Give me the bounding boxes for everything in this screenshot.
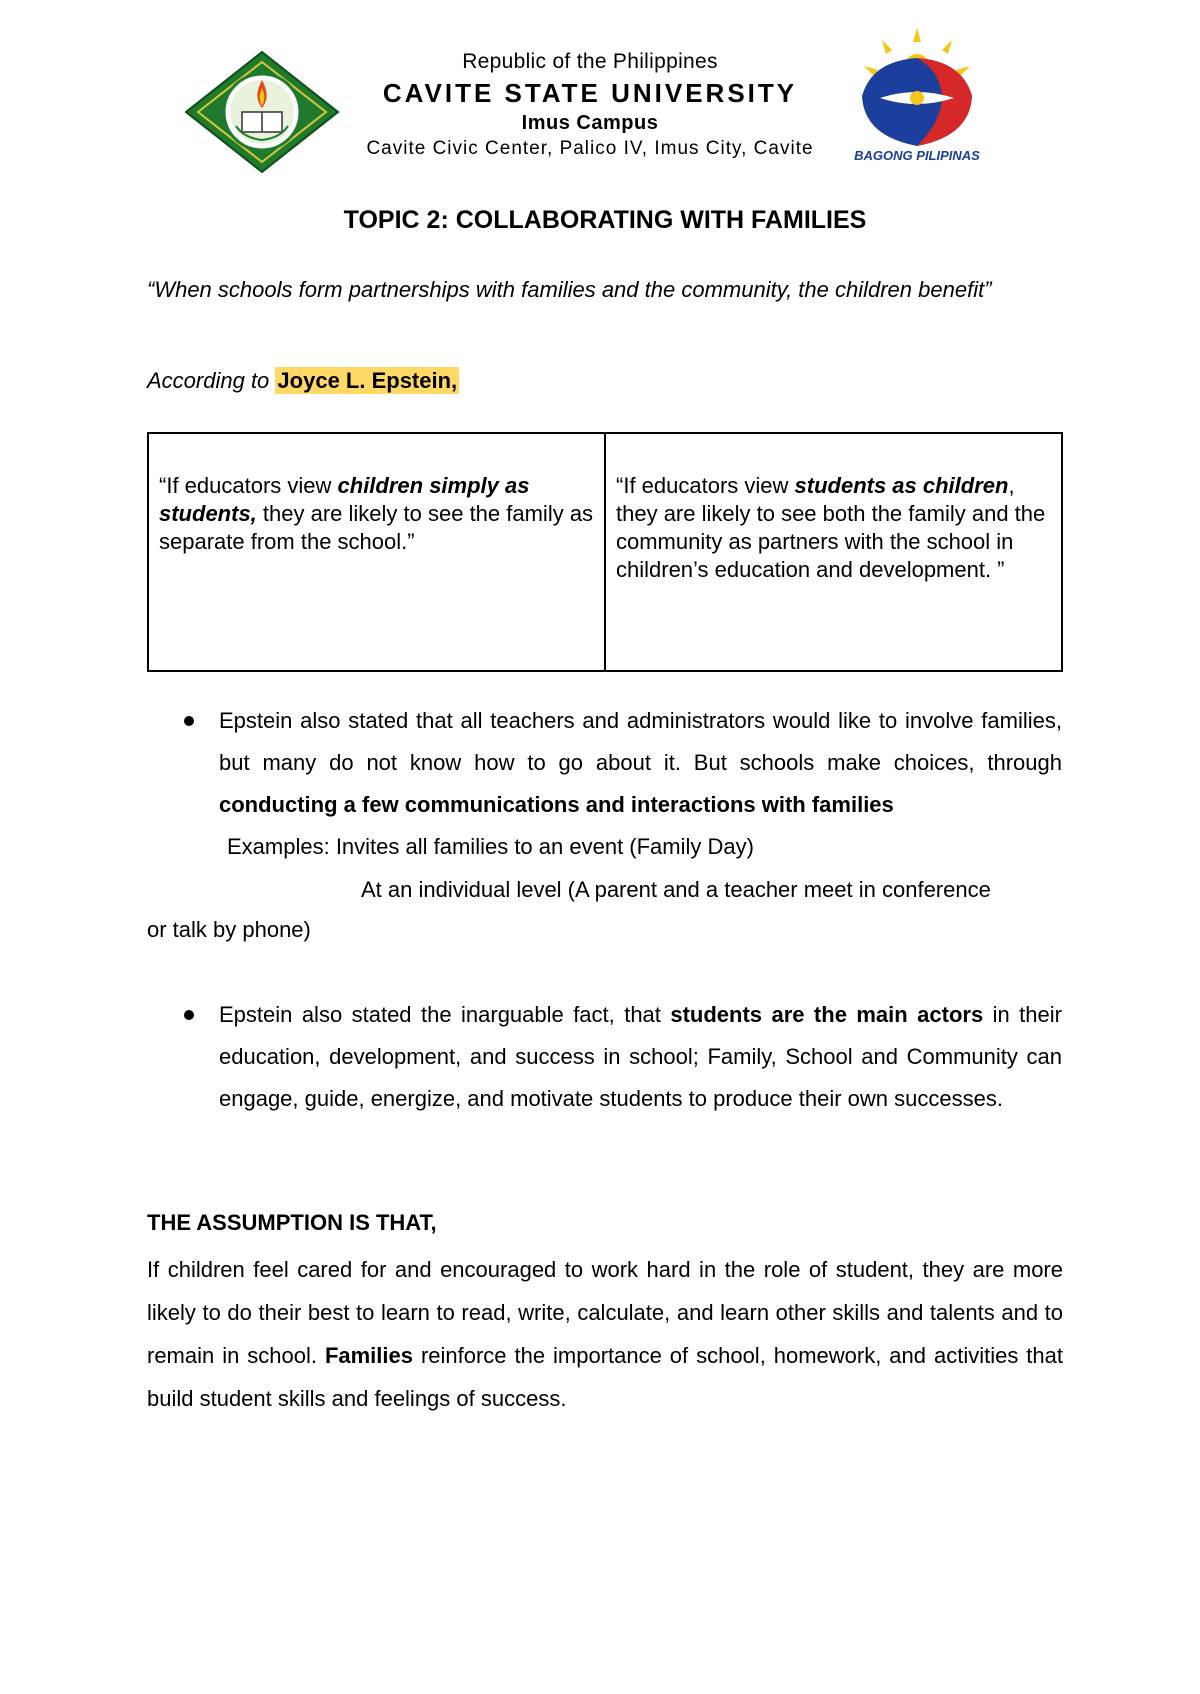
left-quote-start: “If educators view [159, 473, 338, 498]
campus-address: Cavite Civic Center, Palico IV, Imus City, Cavite [366, 138, 814, 159]
right-quote-start: “If educators view [616, 473, 795, 498]
bullet-paragraph-2 [219, 994, 1062, 1120]
assumption-heading: THE ASSUMPTION IS THAT, [147, 1210, 437, 1235]
bullet2-text-end: in their education, development, and success in school; Family, School and Community can engage, guide, energize, and motivate students to produce their own successes. [219, 1002, 1062, 1111]
bullet-dot [184, 1010, 194, 1020]
assumption-text-start: If children feel cared for and encouraged to work hard in the role of student, they are more likely to do their best to learn to read, write, calculate, and learn other skills and talents and to remain in school. [147, 1257, 1063, 1368]
university-seal-logo [184, 50, 340, 174]
bullet2-emphasis: students are the main actors [670, 1002, 984, 1027]
assumption-emphasis: Families [324, 1343, 413, 1368]
according-line [147, 368, 459, 394]
individual-level-continued: or talk by phone) [147, 917, 311, 942]
assumption-text-end: reinforce the importance of school, homework, and activities that build student skills and feelings of success. [147, 1343, 1063, 1411]
bullet-dot [184, 716, 194, 726]
left-quote-end: they are likely to see the family as separate from the school.” [159, 501, 594, 554]
comparison-left-cell [148, 433, 605, 671]
bullet1-text: Epstein also stated that all teachers and administrators would like to involve families, but many do not know how to go about it. But schools make choices, through [219, 708, 1062, 775]
author-name-highlight: Joyce L. Epstein, [277, 368, 458, 393]
bullet1-emphasis: conducting a few communications and interactions with families [219, 792, 894, 817]
individual-level-line: At an individual level (A parent and a teacher meet in conference [361, 877, 991, 902]
republic-line: Republic of the Philippines [462, 50, 718, 73]
right-quote-end: , they are likely to see both the family and the community as partners with the school in children’s education and development. ” [616, 473, 1046, 582]
examples-line: Examples: Invites all families to an event (Family Day) [227, 834, 754, 859]
right-quote-emphasis: students as children [794, 473, 1009, 498]
comparison-right-cell [605, 433, 1062, 671]
campus-name: Imus Campus [521, 112, 659, 134]
bagong-pilipinas-logo [842, 26, 992, 174]
bullet-paragraph-1 [219, 700, 1062, 826]
bagong-pilipinas-text: BAGONG PILIPINAS [854, 148, 980, 163]
left-quote-emphasis: children simply as students, [159, 473, 530, 526]
comparison-table [147, 432, 1063, 672]
according-prefix: According to [147, 368, 270, 393]
page-title: TOPIC 2: COLLABORATING WITH FAMILIES [343, 206, 867, 234]
assumption-paragraph [147, 1248, 1063, 1420]
opening-quote: “When schools form partnerships with families and the community, the children benefit” [147, 277, 992, 302]
university-name: CAVITE STATE UNIVERSITY [382, 78, 798, 108]
bullet2-text-start: Epstein also stated the inarguable fact, that [219, 1002, 671, 1027]
